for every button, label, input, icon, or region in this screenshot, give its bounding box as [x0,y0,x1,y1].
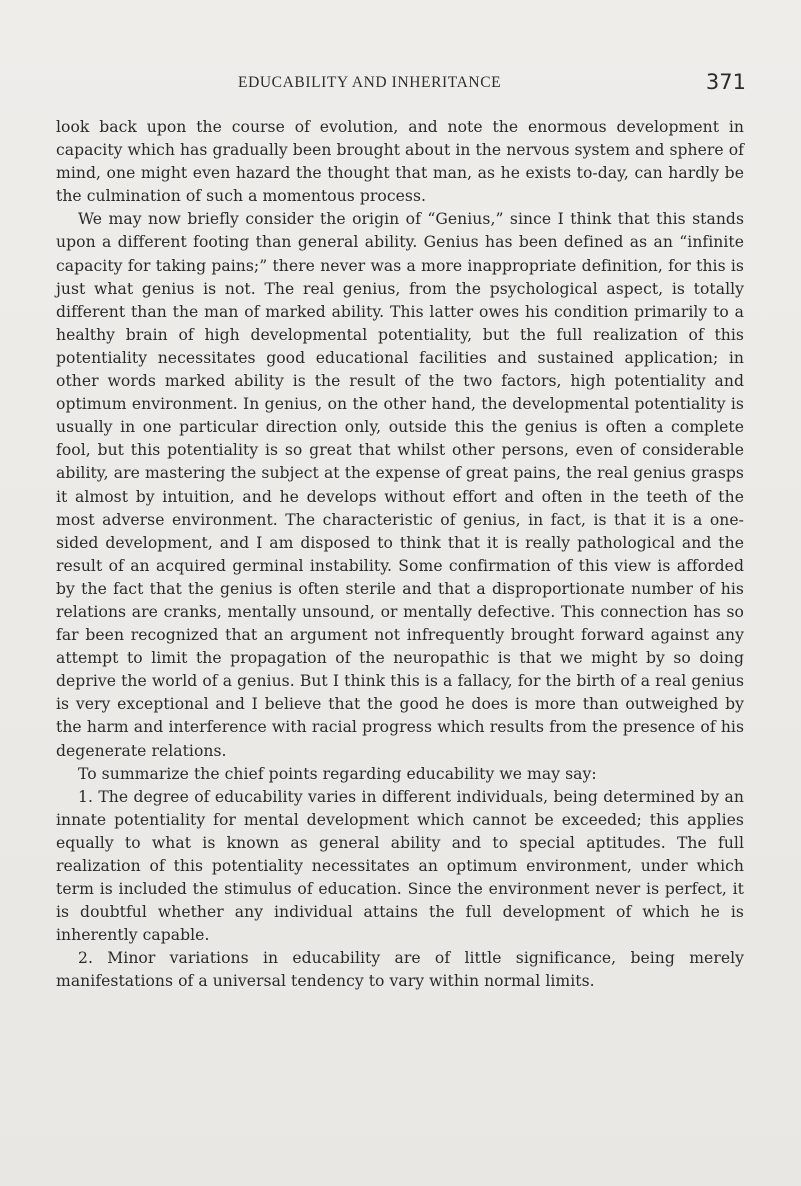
paragraph: To summarize the chief points regarding educability we may say: [78,764,597,783]
page-header [56,70,746,100]
paragraph: look back upon the course of evolution, and note the enormous development in capacity which has gradually been brought about in the nervous system and sphere of mind, one might even hazard the thought that man, as he exists to-day, can hardly be the culmination of such a momentous process. [56,118,744,206]
paragraph: We may now briefly consider the origin of “Genius,” since I think that this stands upon a different footing than general ability. Genius has been defined as an “infinite capacity for taking pains;” there never was a more inappropriate definition, for this is just what genius is not. The real genius, from the psychological aspect, is totally different than the man of marked ability. This latter owes his condition primarily to a healthy brain of high developmental potentiality, but the full realization of this potentiality necessitates good educational facilities and sustained application; in other words marked ability is the result of the two factors, high potentiality and optimum environment. In genius, on the other hand, the developmental potentiality is usually in one particular direction only, outside this the genius is often a complete fool, but this potentiality is so great that whilst other persons, even of considerable ability, are mastering the subject at the expense of great pains, the real genius grasps it almost by intuition, and he develops without effort and often in the teeth of the most adverse environment. The characteristic of genius, in fact, is that it is a one-sided development, and I am disposed to think that it is really pathological and the result of an acquired germinal instability. Some confirmation of this view is afforded by the fact that the genius is often sterile and that a disproportionate number of his relations are cranks, mentally unsound, or mentally defective. This connection has so far been recognized that an argument not infrequently brought forward against any attempt to limit the propagation of the neuropathic is that we might by so doing deprive the world of a genius. But I think this is a fallacy, for the birth of a real genius is very exceptional and I believe that the good he does is more than outweighed by the harm and interference with racial progress which results from the presence of his degenerate relations. [56,210,744,760]
numbered-point: 1. The degree of educability varies in different individuals, being determined by an innate potentiality for mental development which cannot be exceeded; this applies equally to what is known as general ability and to special aptitudes. The full realization of this potentiality necessitates an optimum environment, under which term is included the stimulus of education. Since the environment never is perfect, it is doubtful whether any individual attains the full development of which he is inherently capable. [56,787,744,945]
body-text [56,116,744,994]
numbered-point: 2. Minor variations in educability are of little significance, being merely manifestations of a universal tendency to vary within normal limits. [56,949,744,991]
running-title: EDUCABILITY AND INHERITANCE [238,74,502,91]
page-number: 371 [705,70,746,94]
